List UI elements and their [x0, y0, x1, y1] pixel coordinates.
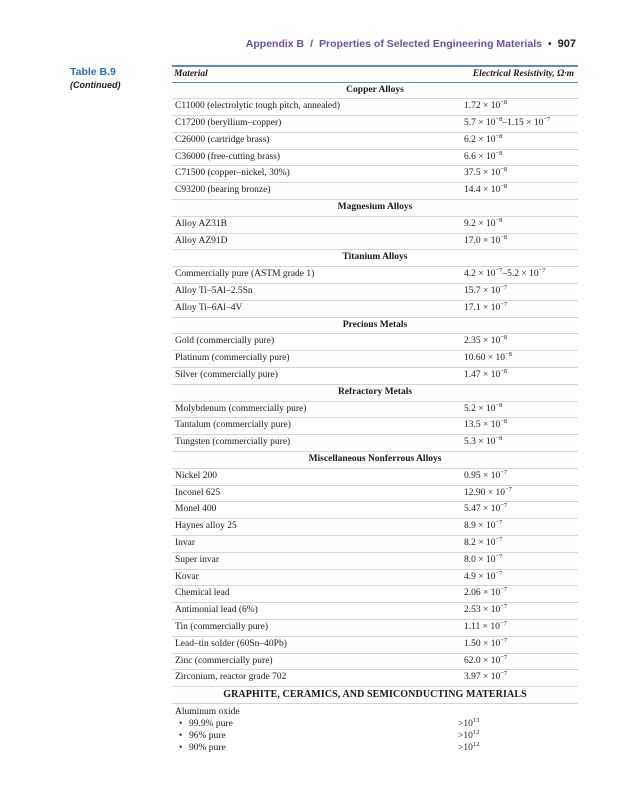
resistivity-cell: $5.47 \times 10^{-7}$ — [464, 502, 508, 515]
material-cell: Platinum (commercially pure) — [175, 353, 290, 364]
material-cell: Alloy AZ31B — [175, 218, 227, 229]
table-row — [172, 116, 578, 133]
resistivity-cell: $12.90 \times 10^{-7}$ — [464, 485, 512, 498]
resistivity-cell: $14.4 \times 10^{-8}$ — [464, 183, 508, 196]
material-cell: Invar — [175, 538, 196, 549]
table-row — [172, 603, 578, 620]
material-cell: C26000 (cartridge brass) — [175, 134, 270, 145]
material-cell: Tantalum (commercially pure) — [175, 420, 291, 431]
alumina-item-value: $>10^{13}$ — [458, 716, 480, 729]
resistivity-cell: $8.9 \times 10^{-7}$ — [464, 519, 503, 532]
table-label — [70, 66, 120, 91]
ceramics-section-title: GRAPHITE, CERAMICS, AND SEMICONDUCTING MATERIALS — [172, 687, 578, 704]
resistivity-cell: $4.2 \times 10^{-7}-5.2 \times 10^{-7}$ — [464, 267, 546, 280]
material-cell: Silver (commercially pure) — [175, 370, 278, 381]
bullet-icon: • — [179, 718, 183, 729]
material-cell: C93200 (bearing bronze) — [175, 185, 271, 196]
resistivity-cell: $37.5 \times 10^{-8}$ — [464, 166, 508, 179]
alumina-item-label: • 99.9% pure — [179, 718, 233, 729]
bullet-icon: • — [179, 742, 183, 753]
material-cell: Alloy Ti–5Al–2.5Sn — [175, 286, 253, 297]
column-header-row — [172, 67, 578, 83]
table-row — [172, 267, 578, 284]
material-cell: Tungsten (commercially pure) — [175, 437, 291, 448]
header-separator: / — [310, 38, 314, 50]
page-number: 907 — [557, 38, 576, 50]
resistivity-cell: $15.7 \times 10^{-7}$ — [464, 284, 508, 297]
material-cell: Chemical lead — [175, 588, 230, 599]
table-row — [172, 586, 578, 603]
column-header-material: Material — [174, 68, 208, 79]
resistivity-cell: $10.60 \times 10^{-8}$ — [464, 351, 512, 364]
resistivity-cell: $8.2 \times 10^{-7}$ — [464, 536, 503, 549]
material-cell: Kovar — [175, 571, 199, 582]
resistivity-cell: $5.7 \times 10^{-8}-1.15 \times 10^{-7}$ — [464, 116, 551, 129]
bullet-icon: • — [179, 730, 183, 741]
table-row — [172, 334, 578, 351]
material-cell: Alloy Ti–6Al–4V — [175, 302, 243, 313]
table-row — [172, 435, 578, 452]
resistivity-cell: $9.2 \times 10^{-8}$ — [464, 216, 503, 229]
table-row — [172, 519, 578, 536]
material-cell: Lead–tin solder (60Sn–40Pb) — [175, 638, 287, 649]
table-continued: (Continued) — [70, 80, 121, 90]
table-row — [172, 418, 578, 435]
table-row — [172, 654, 578, 671]
table-row — [172, 301, 578, 318]
aluminum-oxide-block — [172, 704, 578, 754]
material-cell: Zirconium, reactor grade 702 — [175, 672, 287, 683]
column-header-resistivity: Electrical Resistivity, Ω·m — [472, 68, 574, 79]
resistivity-cell: $17.0 \times 10^{-8}$ — [464, 233, 508, 246]
table-row — [172, 351, 578, 368]
resistivity-cell: $13.5 \times 10^{-8}$ — [464, 418, 508, 431]
alumina-item-label: • 90% pure — [179, 742, 226, 753]
resistivity-cell: $62.0 \times 10^{-7}$ — [464, 653, 508, 666]
material-cell: Antimonial lead (6%) — [175, 605, 258, 616]
section-title: Miscellaneous Nonferrous Alloys — [172, 452, 578, 469]
resistivity-cell: $6.6 \times 10^{-8}$ — [464, 149, 503, 162]
section-title: Precious Metals — [172, 318, 578, 335]
material-cell: Molybdenum (commercially pure) — [175, 403, 307, 414]
table-row — [172, 234, 578, 251]
material-cell: Alloy AZ91D — [175, 235, 228, 246]
material-cell: C71500 (copper–nickel, 30%) — [175, 168, 290, 179]
resistivity-cell: $2.06 \times 10^{-7}$ — [464, 586, 508, 599]
alumina-item-value: $>10^{12}$ — [458, 740, 480, 753]
resistivity-cell: $3.97 \times 10^{-7}$ — [464, 670, 508, 683]
alumina-item-value: $>10^{12}$ — [458, 728, 480, 741]
table-row — [172, 150, 578, 167]
alumina-item-label: • 96% pure — [179, 730, 226, 741]
section-title: Titanium Alloys — [172, 250, 578, 267]
table-row — [172, 620, 578, 637]
table-row — [172, 166, 578, 183]
table-row — [172, 284, 578, 301]
table-row — [172, 183, 578, 200]
header-title: Properties of Selected Engineering Materials — [319, 38, 542, 50]
resistivity-cell: $6.2 \times 10^{-8}$ — [464, 132, 503, 145]
resistivity-cell: $5.2 \times 10^{-8}$ — [464, 401, 503, 414]
resistivity-cell: $17.1 \times 10^{-7}$ — [464, 300, 508, 313]
resistivity-cell: $2.35 \times 10^{-8}$ — [464, 334, 508, 347]
resistivity-cell: $0.95 \times 10^{-7}$ — [464, 468, 508, 481]
section-title: Copper Alloys — [172, 83, 578, 100]
resistivity-cell: $1.47 \times 10^{-8}$ — [464, 368, 508, 381]
table-row — [172, 469, 578, 486]
table-row — [172, 670, 578, 687]
material-cell: C36000 (free-cutting brass) — [175, 151, 280, 162]
material-cell: C17200 (beryllium–copper) — [175, 118, 282, 129]
running-header — [0, 38, 576, 50]
resistivity-table — [172, 65, 578, 754]
table-row — [172, 368, 578, 385]
material-cell: Gold (commercially pure) — [175, 336, 275, 347]
table-row — [172, 99, 578, 116]
resistivity-cell: $4.9 \times 10^{-7}$ — [464, 569, 503, 582]
material-cell: Monel 400 — [175, 504, 217, 515]
material-cell: Nickel 200 — [175, 470, 217, 481]
table-row — [172, 637, 578, 654]
resistivity-cell: $2.53 \times 10^{-7}$ — [464, 603, 508, 616]
resistivity-cell: $1.11 \times 10^{-7}$ — [464, 620, 507, 632]
material-cell: Inconel 625 — [175, 487, 221, 498]
material-cell: Commercially pure (ASTM grade 1) — [175, 269, 315, 280]
section-title: Refractory Metals — [172, 385, 578, 402]
header-appendix: Appendix B — [245, 38, 305, 50]
table-row — [172, 536, 578, 553]
material-cell: Zinc (commercially pure) — [175, 655, 273, 666]
table-row — [172, 402, 578, 419]
material-cell: C11000 (electrolytic tough pitch, annealed) — [175, 101, 341, 112]
aluminum-oxide-label: Aluminum oxide — [175, 706, 240, 717]
table-row — [172, 486, 578, 503]
section-title: Magnesium Alloys — [172, 200, 578, 217]
material-cell: Tin (commercially pure) — [175, 622, 269, 632]
table-row — [172, 217, 578, 234]
resistivity-cell: $5.3 \times 10^{-8}$ — [464, 435, 503, 448]
material-cell: Super invar — [175, 554, 220, 565]
table-row — [172, 133, 578, 150]
resistivity-cell: $1.50 \times 10^{-7}$ — [464, 636, 508, 649]
header-dot: • — [547, 38, 552, 50]
material-cell: Haynes alloy 25 — [175, 521, 237, 532]
resistivity-cell: $8.0 \times 10^{-7}$ — [464, 552, 503, 565]
table-row — [172, 553, 578, 570]
table-number: Table B.9 — [70, 66, 116, 78]
table-row — [172, 502, 578, 519]
table-row — [172, 570, 578, 587]
resistivity-cell: $1.72 \times 10^{-8}$ — [464, 99, 508, 112]
table-body — [172, 83, 578, 688]
